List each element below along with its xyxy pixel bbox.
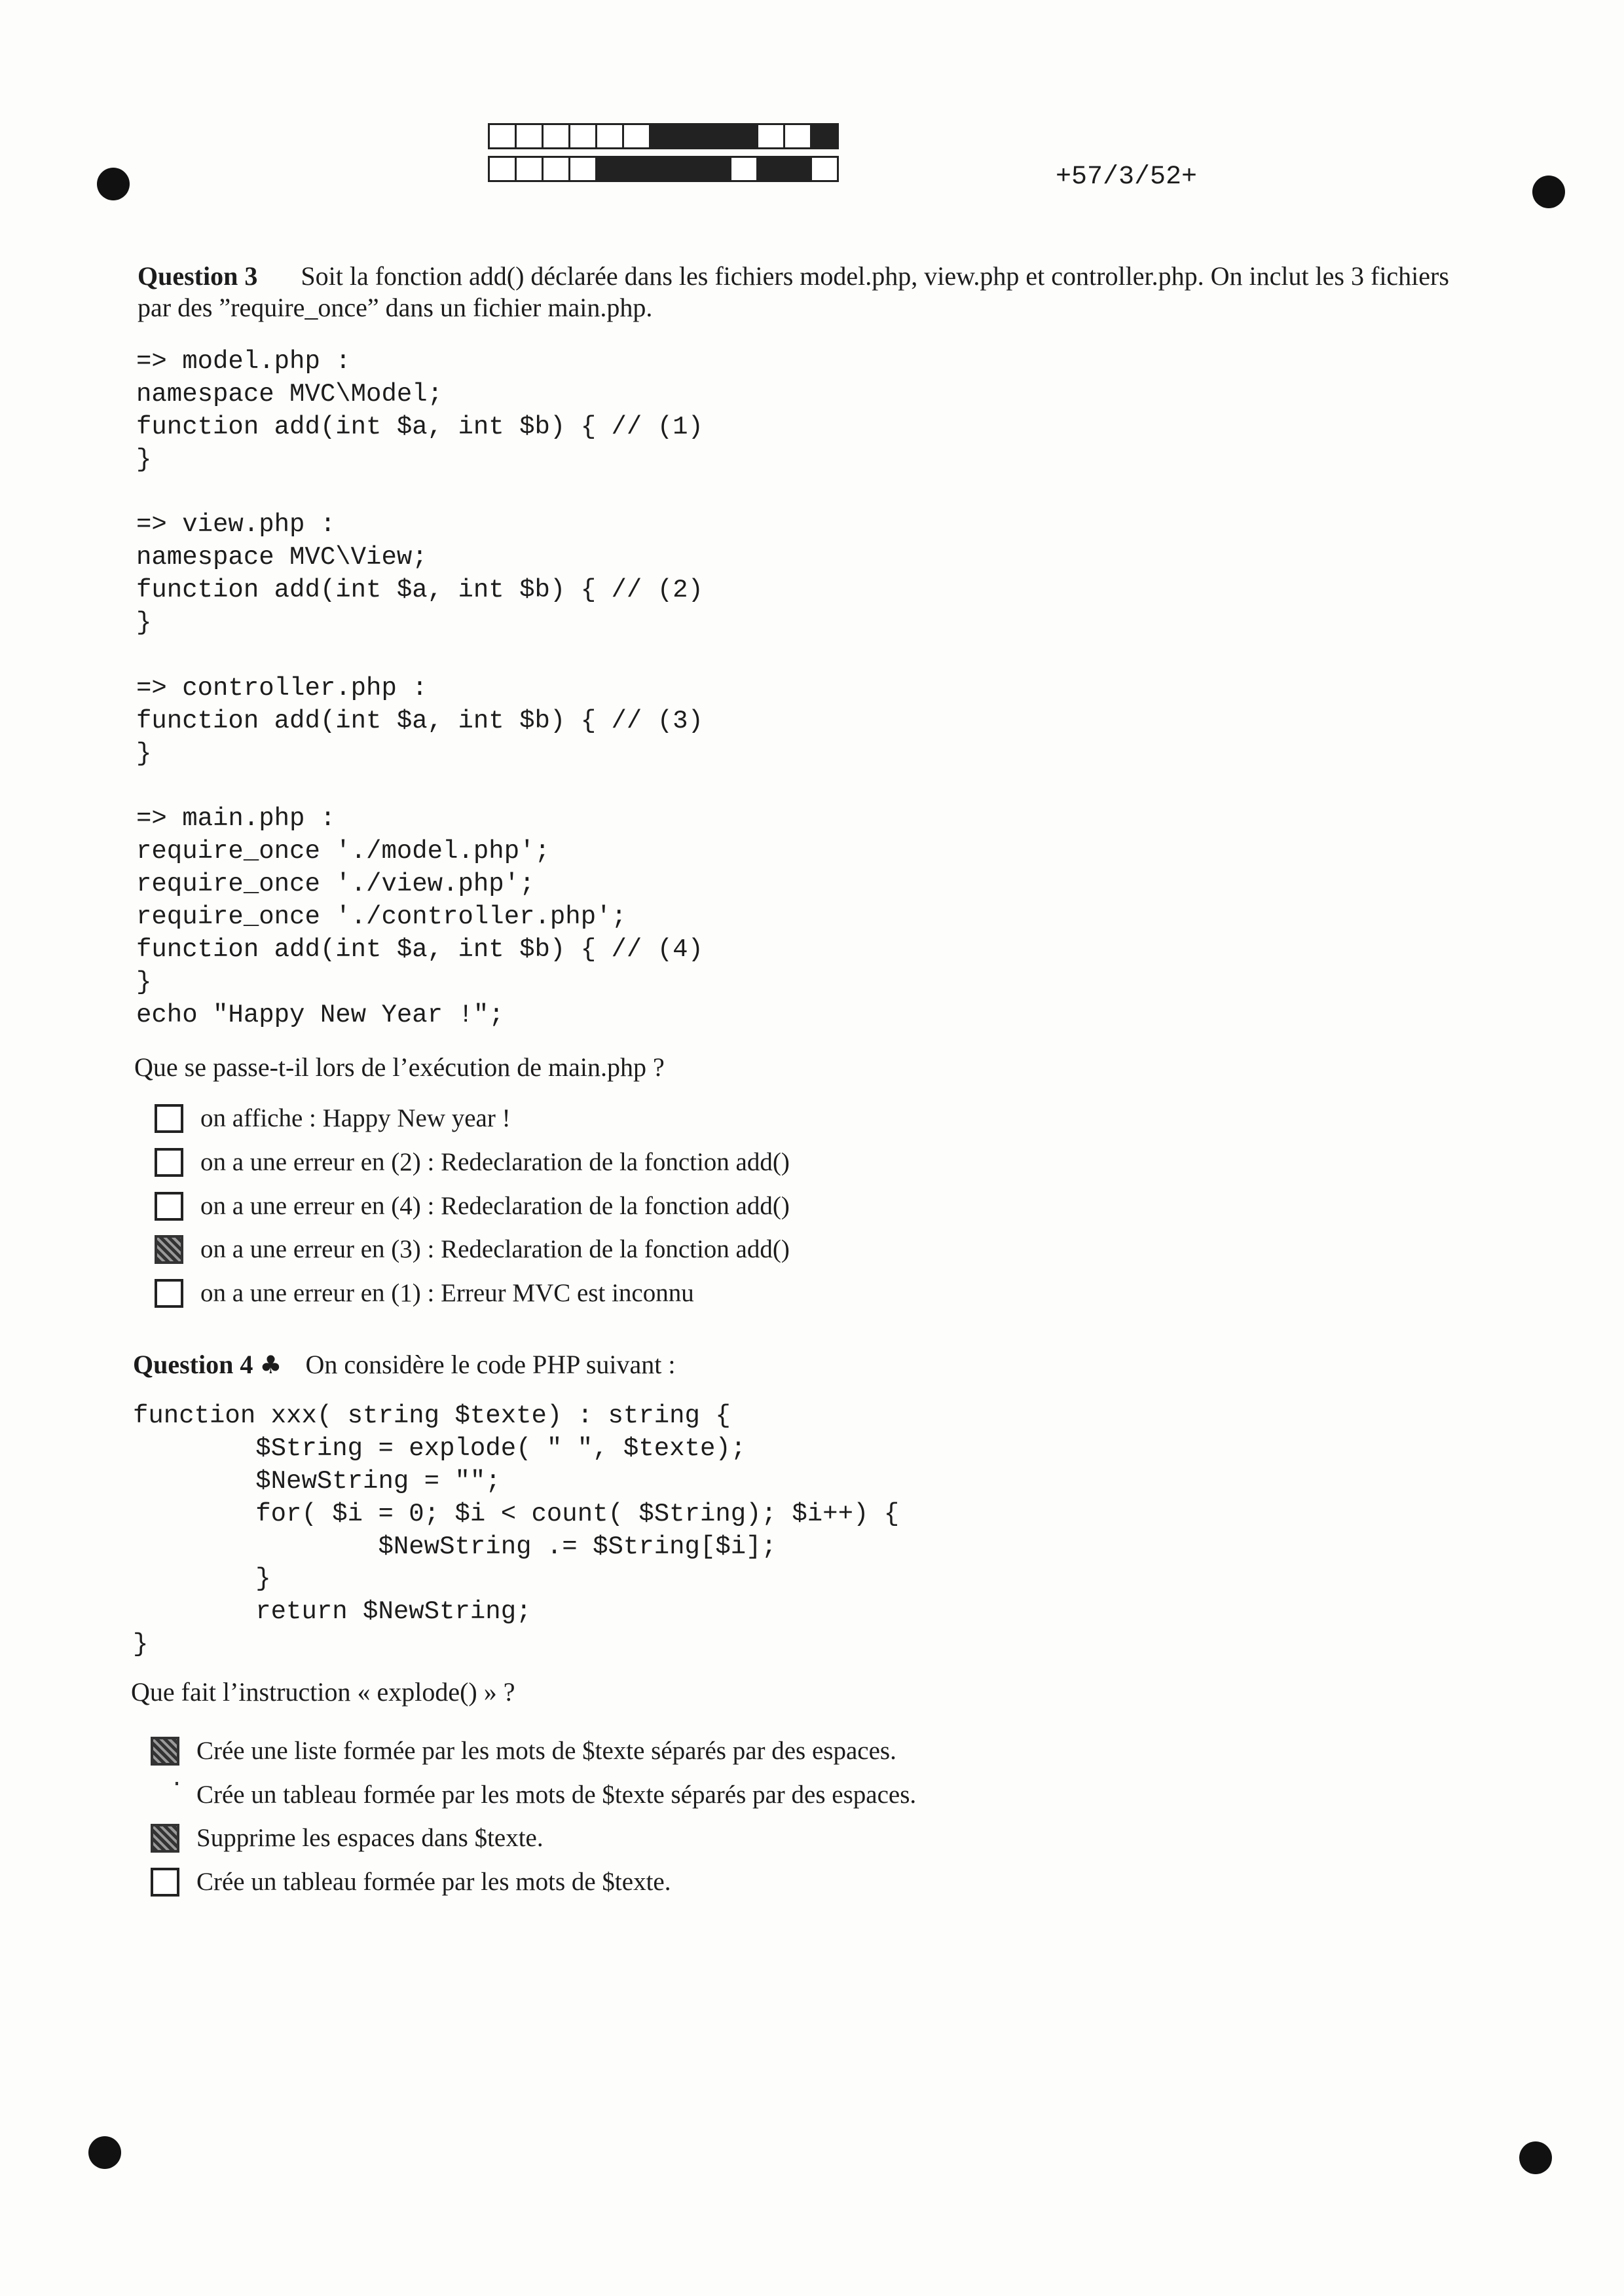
answer-option-label: Supprime les espaces dans $texte. [196, 1824, 544, 1853]
checkbox[interactable] [155, 1279, 183, 1308]
barcode-cell [729, 123, 758, 149]
code-line: function add(int $a, int $b) { // (1) [136, 412, 703, 441]
answer-option[interactable] [155, 1231, 790, 1268]
code-line: => view.php : [136, 510, 336, 540]
code-line: for( $i = 0; $i < count( $String); $i++) { [133, 1499, 900, 1528]
question-4-prompt: Que fait l’instruction « explode() » ? [131, 1677, 515, 1707]
barcode-cell [595, 156, 624, 182]
missing-checkbox-mark [151, 1781, 179, 1809]
barcode-cell [515, 156, 544, 182]
code-line: => controller.php : [136, 673, 428, 703]
answer-option[interactable] [155, 1188, 790, 1225]
barcode-cell [810, 156, 839, 182]
barcode-cell [568, 123, 597, 149]
question-4-header [133, 1349, 676, 1380]
question-4-code-block [133, 1400, 899, 1661]
question-3-statement [138, 261, 1532, 324]
answer-option-label: on a une erreur en (1) : Erreur MVC est inconnu [200, 1279, 694, 1308]
code-line [136, 640, 703, 673]
code-line: require_once './view.php'; [136, 870, 535, 899]
answer-option-label: Crée un tableau formée par les mots de $texte. [196, 1868, 671, 1897]
checkbox[interactable] [155, 1192, 183, 1221]
code-line: $NewString .= $String[$i]; [133, 1532, 777, 1561]
code-line: require_once './controller.php'; [136, 902, 627, 932]
code-line: namespace MVC\View; [136, 543, 428, 572]
barcode-cell [756, 123, 785, 149]
answer-option[interactable] [151, 1733, 896, 1769]
code-line [136, 771, 703, 804]
answer-option-label: on a une erreur en (4) : Redeclaration de la fonction add() [200, 1191, 790, 1220]
code-line: } [136, 967, 152, 997]
answer-option[interactable] [151, 1864, 671, 1900]
registration-mark-bottom-right [1519, 2141, 1552, 2174]
code-line: => model.php : [136, 347, 351, 376]
checkbox[interactable] [155, 1148, 183, 1177]
code-line: } [136, 445, 152, 474]
multiple-answer-club-icon: ♣ [259, 1350, 282, 1379]
code-line: function add(int $a, int $b) { // (3) [136, 706, 703, 735]
question-3-label: Question 3 [138, 261, 258, 291]
barcode-cell [676, 156, 705, 182]
page-reference: +57/3/52+ [1056, 162, 1198, 192]
page-barcode-row-1 [488, 123, 837, 149]
answer-option-label: on affiche : Happy New year ! [200, 1104, 511, 1132]
answer-option-label: on a une erreur en (2) : Redeclaration de la fonction add() [200, 1147, 790, 1176]
checkbox-checked[interactable] [151, 1737, 179, 1766]
barcode-cell [649, 123, 678, 149]
barcode-cell [649, 156, 678, 182]
code-line: return $NewString; [133, 1597, 532, 1627]
answer-option-label: Crée un tableau formée par les mots de $texte séparés par des espaces. [196, 1780, 917, 1809]
barcode-cell [488, 123, 517, 149]
question-4-statement: On considère le code PHP suivant : [305, 1350, 676, 1379]
answer-option[interactable] [155, 1100, 511, 1137]
code-line: function xxx( string $texte) : string { [133, 1401, 731, 1430]
question-3-prompt: Que se passe-t-il lors de l’exécution de main.php ? [134, 1052, 665, 1082]
barcode-cell [676, 123, 705, 149]
code-line: } [136, 739, 152, 768]
barcode-cell [783, 156, 812, 182]
answer-option-label: on a une erreur en (3) : Redeclaration de la fonction add() [200, 1235, 790, 1264]
code-line: echo "Happy New Year !"; [136, 1000, 504, 1029]
barcode-cell [810, 123, 839, 149]
barcode-cell [622, 156, 651, 182]
checkbox[interactable] [151, 1868, 179, 1897]
barcode-cell [703, 123, 731, 149]
code-line: } [136, 608, 152, 638]
page-barcode-row-2 [488, 156, 837, 182]
registration-mark-top-right [1532, 176, 1565, 208]
answer-option[interactable] [151, 1777, 916, 1813]
checkbox-checked[interactable] [151, 1824, 179, 1853]
registration-mark-bottom-left [88, 2136, 121, 2169]
barcode-cell [542, 156, 570, 182]
barcode-cell [488, 156, 517, 182]
code-line: namespace MVC\Model; [136, 379, 443, 409]
code-line: $String = explode( " ", $texte); [133, 1434, 747, 1463]
code-line: require_once './model.php'; [136, 837, 550, 866]
answer-option[interactable] [151, 1820, 544, 1857]
barcode-cell [756, 156, 785, 182]
code-line: } [133, 1630, 149, 1659]
code-line: function add(int $a, int $b) { // (4) [136, 935, 703, 965]
barcode-cell [515, 123, 544, 149]
code-line: } [133, 1565, 271, 1594]
barcode-cell [595, 123, 624, 149]
code-line [136, 477, 703, 509]
checkbox[interactable] [155, 1104, 183, 1133]
question-3-text-line2: par des ”require_once” dans un fichier main.php. [138, 293, 653, 322]
answer-option[interactable] [155, 1275, 694, 1312]
question-3-text-line1: Soit la fonction add() déclarée dans les fichiers model.php, view.php et controller.php. On inclut les 3 fichiers [301, 261, 1449, 291]
barcode-cell [703, 156, 731, 182]
barcode-cell [622, 123, 651, 149]
checkbox-checked[interactable] [155, 1235, 183, 1264]
barcode-cell [568, 156, 597, 182]
answer-option[interactable] [155, 1144, 790, 1181]
code-line: => main.php : [136, 804, 336, 834]
registration-mark-top-left [97, 168, 130, 200]
barcode-cell [783, 123, 812, 149]
barcode-cell [542, 123, 570, 149]
code-line: function add(int $a, int $b) { // (2) [136, 576, 703, 605]
barcode-cell [729, 156, 758, 182]
code-line: $NewString = ""; [133, 1466, 501, 1496]
answer-option-label: Crée une liste formée par les mots de $texte séparés par des espaces. [196, 1737, 896, 1765]
question-4-label: Question 4 [133, 1350, 253, 1379]
question-3-code-block [136, 346, 703, 1032]
